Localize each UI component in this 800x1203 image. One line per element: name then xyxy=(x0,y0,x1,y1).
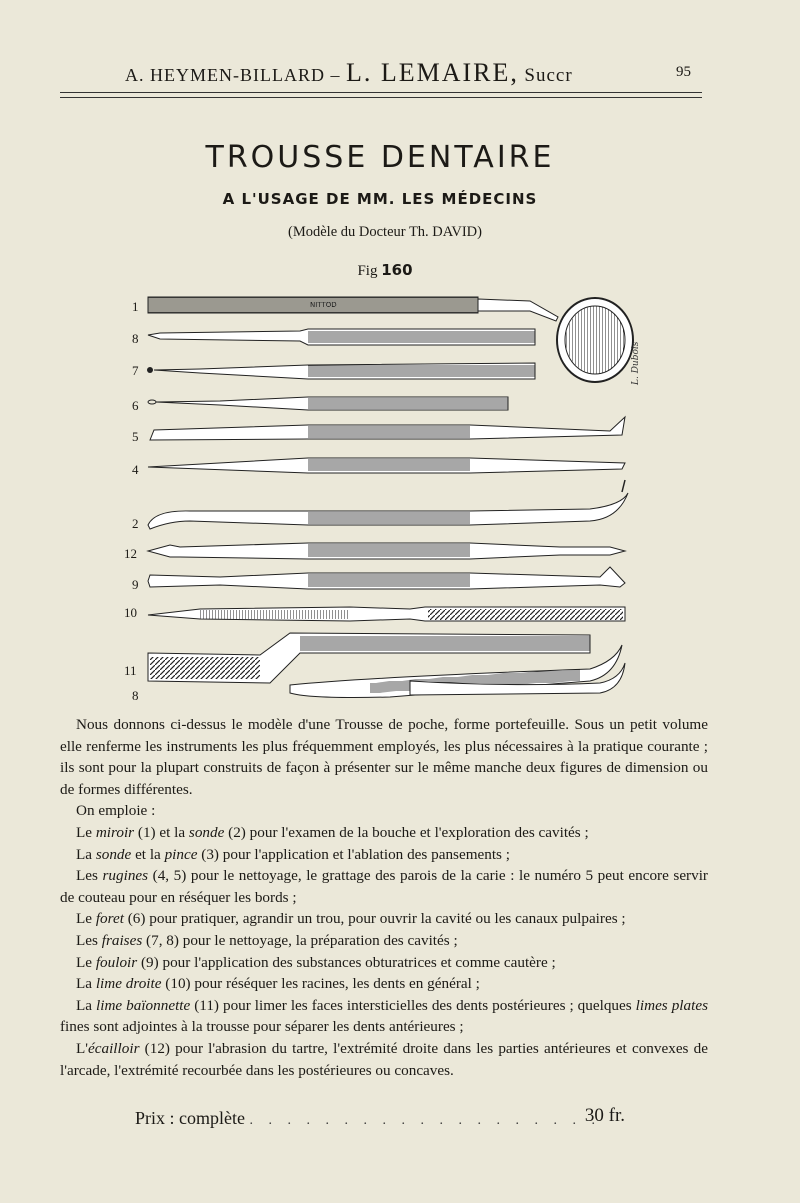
usage-text: (6) pour pratiquer, agrandir un trou, pour ouvrir la cavité ou les canaux pulpaires ; xyxy=(123,910,626,928)
instrument-4-rugine xyxy=(148,458,625,473)
instrument-name: miroir xyxy=(95,823,135,841)
figure-label: 4 xyxy=(132,462,139,477)
page-title: TROUSSE DENTAIRE xyxy=(205,140,555,175)
usage-text: (4, 5) pour le nettoyage, le grattage des parois de la carie : le numéro 5 peut encore servir de couteau pour en réséquer les bords ; xyxy=(60,867,708,906)
instrument-illustration xyxy=(110,285,650,710)
model-note: (Modèle du Docteur Th. DAVID) xyxy=(288,224,482,240)
usage-text: Le xyxy=(76,910,96,928)
instrument-5-rugine xyxy=(150,417,625,440)
instrument-name: limes plates xyxy=(635,996,708,1014)
usage-item xyxy=(60,1038,708,1081)
usage-list xyxy=(60,822,708,1081)
instrument-7-fraise xyxy=(147,363,535,379)
instrument-name: lime droite xyxy=(95,975,162,993)
price-line xyxy=(135,1105,635,1129)
engraving-text: NITTOD xyxy=(310,301,337,309)
figure-label: 8 xyxy=(132,688,139,703)
usage-text: L' xyxy=(76,1039,89,1057)
figure-label: 10 xyxy=(124,605,137,620)
header-rule-thin xyxy=(60,97,702,98)
usage-text: (11) pour limer les faces intersticielles des dents postérieures ; quelques xyxy=(190,996,636,1014)
instrument-name: fraises xyxy=(101,931,143,949)
price-leader: . . . . . . . . . . . . . . . . . . . xyxy=(249,1113,601,1128)
page-subtitle: A L'USAGE DE MM. LES MÉDECINS xyxy=(222,190,538,208)
header-succ: Succr xyxy=(524,65,573,86)
body-text xyxy=(60,714,708,1081)
usage-text: (2) pour l'examen de la bouche et l'exploration des cavités ; xyxy=(224,823,589,841)
instrument-name: écailloir xyxy=(88,1039,140,1057)
usage-text: La xyxy=(76,975,96,993)
usage-text: Le xyxy=(76,823,96,841)
usage-item xyxy=(60,995,708,1038)
figure-label: 9 xyxy=(132,577,139,592)
figure-label: 1 xyxy=(132,299,139,314)
instrument-10-lime-droite xyxy=(148,607,625,621)
page-number: 95 xyxy=(676,64,691,80)
header-brand: L. LEMAIRE, xyxy=(345,58,519,87)
usage-item xyxy=(60,844,708,866)
price-amount: 30 fr. xyxy=(584,1105,625,1126)
figure-caption-number: 160 xyxy=(381,261,413,279)
usage-text: fines sont adjointes à la trousse pour séparer les dents antérieures ; xyxy=(60,1018,464,1036)
usage-text: (7, 8) pour le nettoyage, la préparation des cavités ; xyxy=(142,931,458,949)
engraver-signature: L. Dubois xyxy=(631,341,641,385)
instrument-9-fouloir xyxy=(148,567,625,589)
instrument-name: sonde xyxy=(95,845,132,863)
instrument-6-foret xyxy=(148,397,508,410)
usage-text: et la xyxy=(131,845,165,863)
intro-paragraph: Nous donnons ci-dessus le modèle d'une Trousse de poche, forme portefeuille. Sous un petit volume elle renferme les instruments les plus fréquemment employés, les plus nécessaires à la pratique courante ; ils sont pour la plupart construits de façon à présenter sur le même manche deux figures de dimension ou de formes différentes. xyxy=(60,716,708,798)
instrument-name: lime baïonnette xyxy=(96,996,191,1014)
figure-label: 12 xyxy=(124,546,137,561)
usage-item xyxy=(60,930,708,952)
figure-label: 2 xyxy=(132,516,139,531)
usage-intro: On emploie : xyxy=(76,802,156,820)
header-left: A. HEYMEN-BILLARD – xyxy=(125,65,341,85)
usage-item xyxy=(60,822,708,844)
running-header xyxy=(125,58,705,88)
usage-text: (1) et la xyxy=(134,823,189,841)
usage-item xyxy=(60,908,708,930)
instrument-2-sonde xyxy=(148,480,628,529)
instrument-8-fraise xyxy=(148,329,535,345)
figure-caption-prefix: Fig xyxy=(357,263,378,279)
instrument-name: pince xyxy=(164,845,198,863)
figure-label: 8 xyxy=(132,331,139,346)
usage-item xyxy=(60,952,708,974)
header-rule xyxy=(60,92,702,93)
figure-caption xyxy=(0,261,770,280)
instrument-name: foret xyxy=(95,910,124,928)
usage-text: La xyxy=(76,845,96,863)
usage-text: La xyxy=(76,996,97,1014)
usage-item xyxy=(60,865,708,908)
price-label: Prix : complète xyxy=(135,1108,245,1128)
figure-label: 6 xyxy=(132,398,139,413)
usage-text: (3) pour l'application et l'ablation des pansements ; xyxy=(197,845,510,863)
figure-label: 5 xyxy=(132,429,139,444)
usage-item xyxy=(60,973,708,995)
usage-text: (10) pour réséquer les racines, les dents en général ; xyxy=(161,975,480,993)
usage-text: Les xyxy=(76,867,103,885)
usage-text: (9) pour l'application des substances obturatrices et comme cautère ; xyxy=(137,953,556,971)
figure-label: 11 xyxy=(124,663,137,678)
instrument-engraving xyxy=(110,285,650,710)
instrument-name: sonde xyxy=(188,823,225,841)
usage-text: Le xyxy=(76,953,96,971)
usage-text: Les xyxy=(76,931,102,949)
usage-text: (12) pour l'abrasion du tartre, l'extrémité droite dans les parties antérieures et convexes de l'arcade, l'extrémité recourbée dans les postérieures ou concaves. xyxy=(60,1039,708,1079)
instrument-12-ecailloir xyxy=(148,543,625,559)
figure-label: 7 xyxy=(132,363,139,378)
instrument-name: rugines xyxy=(102,867,149,885)
instrument-name: fouloir xyxy=(95,953,138,971)
